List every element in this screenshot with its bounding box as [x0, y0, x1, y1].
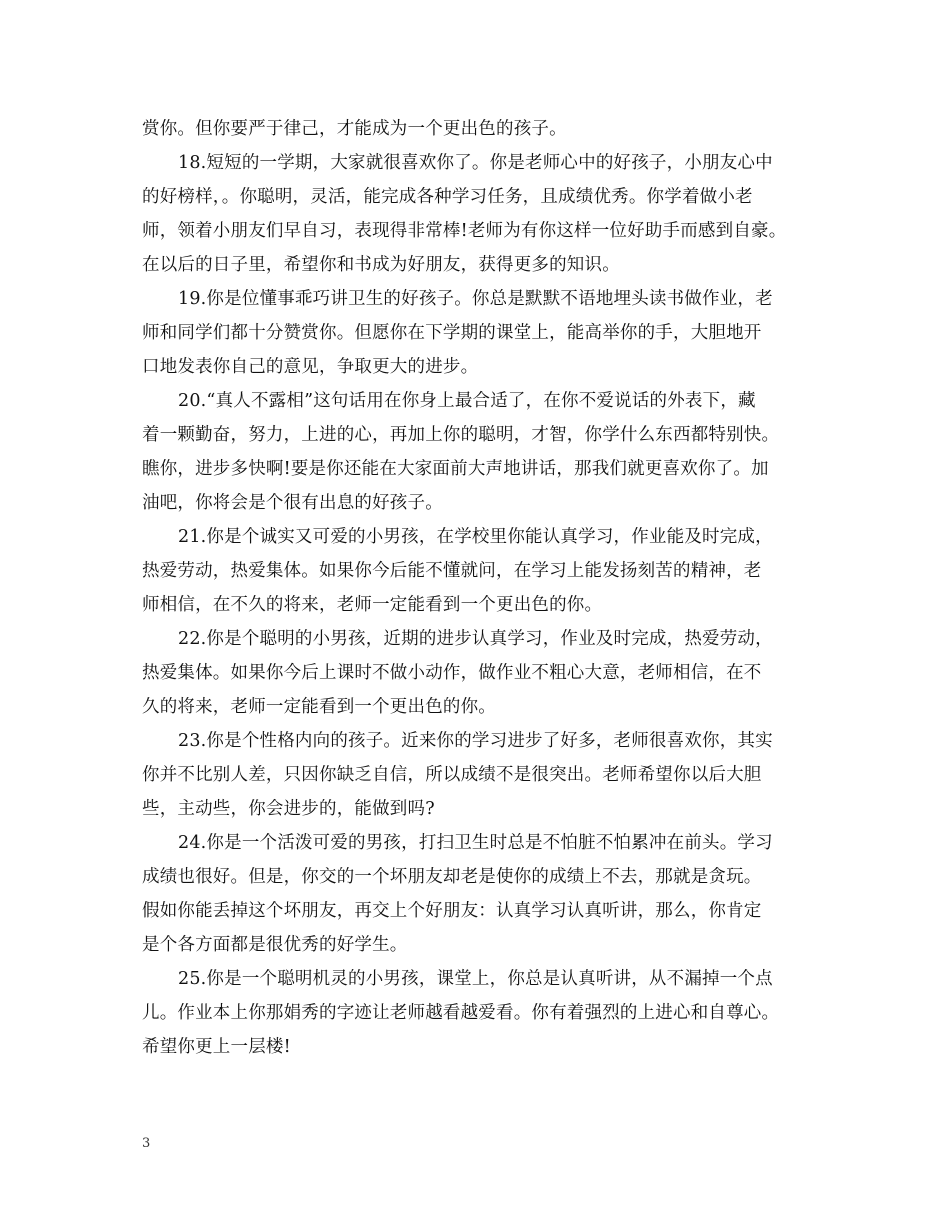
text-line: 着一颗勤奋，努力，上进的心，再加上你的聪明，才智，你学什么东西都特别快。: [142, 425, 780, 445]
text-line: 22.你是个聪明的小男孩，近期的进步认真学习，作业及时完成，热爱劳动，: [178, 629, 773, 649]
text-line: 假如你能丢掉这个坏朋友，再交上个好朋友：认真学习认真听讲，那么，你肯定: [142, 901, 762, 921]
text-line: 24.你是一个活泼可爱的男孩，打扫卫生时总是不怕脏不怕累冲在前头。学习: [178, 833, 773, 853]
text-line: 希望你更上一层楼!: [142, 1037, 291, 1057]
text-line: 师和同学们都十分赞赏你。但愿你在下学期的课堂上，能高举你的手，大胆地开: [142, 323, 762, 343]
text-line: 23.你是个性格内向的孩子。近来你的学习进步了好多，老师很喜欢你，其实: [178, 731, 773, 751]
text-line: 油吧，你将会是个很有出息的好孩子。: [142, 493, 443, 513]
text-line: 的好榜样，。你聪明，灵活，能完成各种学习任务，且成绩优秀。你学着做小老: [142, 187, 753, 207]
text-line: 口地发表你自己的意见，争取更大的进步。: [142, 357, 479, 377]
text-line: 久的将来，老师一定能看到一个更出色的你。: [142, 697, 496, 717]
text-line: 赏你。但你要严于律己，才能成为一个更出色的孩子。: [142, 119, 567, 139]
text-line: 热爱集体。如果你今后上课时不做小动作，做作业不粗心大意，老师相信，在不: [142, 663, 762, 683]
text-line: 18.短短的一学期，大家就很喜欢你了。你是老师心中的好孩子，小朋友心中: [178, 153, 773, 173]
text-line: 热爱劳动，热爱集体。如果你今后能不懂就问，在学习上能发扬刻苦的精神，老: [142, 561, 762, 581]
text-line: 师，领着小朋友们早自习，表现得非常棒!老师为有你这样一位好助手而感到自豪。: [142, 221, 787, 241]
text-line: 25.你是一个聪明机灵的小男孩，课堂上，你总是认真听讲，从不漏掉一个点: [178, 969, 773, 989]
text-line: 儿。作业本上你那娟秀的字迹让老师越看越爱看。你有着强烈的上进心和自尊心。: [142, 1003, 780, 1023]
page-number: 3: [142, 1136, 151, 1151]
text-line: 师相信，在不久的将来，老师一定能看到一个更出色的你。: [142, 595, 603, 615]
text-line: 是个各方面都是很优秀的好学生。: [142, 935, 408, 955]
text-line: 20.“真人不露相”这句话用在你身上最合适了，在你不爱说话的外表下，藏: [178, 391, 756, 411]
text-line: 在以后的日子里，希望你和书成为好朋友，获得更多的知识。: [142, 255, 620, 275]
text-line: 19.你是位懂事乖巧讲卫生的好孩子。你总是默默不语地埋头读书做作业，老: [178, 289, 773, 309]
text-line: 瞧你，进步多快啊!要是你还能在大家面前大声地讲话，那我们就更喜欢你了。加: [142, 459, 769, 479]
text-line: 你并不比别人差，只因你缺乏自信，所以成绩不是很突出。老师希望你以后大胆: [142, 765, 762, 785]
text-line: 21.你是个诚实又可爱的小男孩，在学校里你能认真学习，作业能及时完成，: [178, 527, 773, 547]
text-line: 些，主动些，你会进步的，能做到吗?: [142, 799, 435, 819]
text-line: 成绩也很好。但是，你交的一个坏朋友却老是使你的成绩上不去，那就是贪玩。: [142, 867, 762, 887]
